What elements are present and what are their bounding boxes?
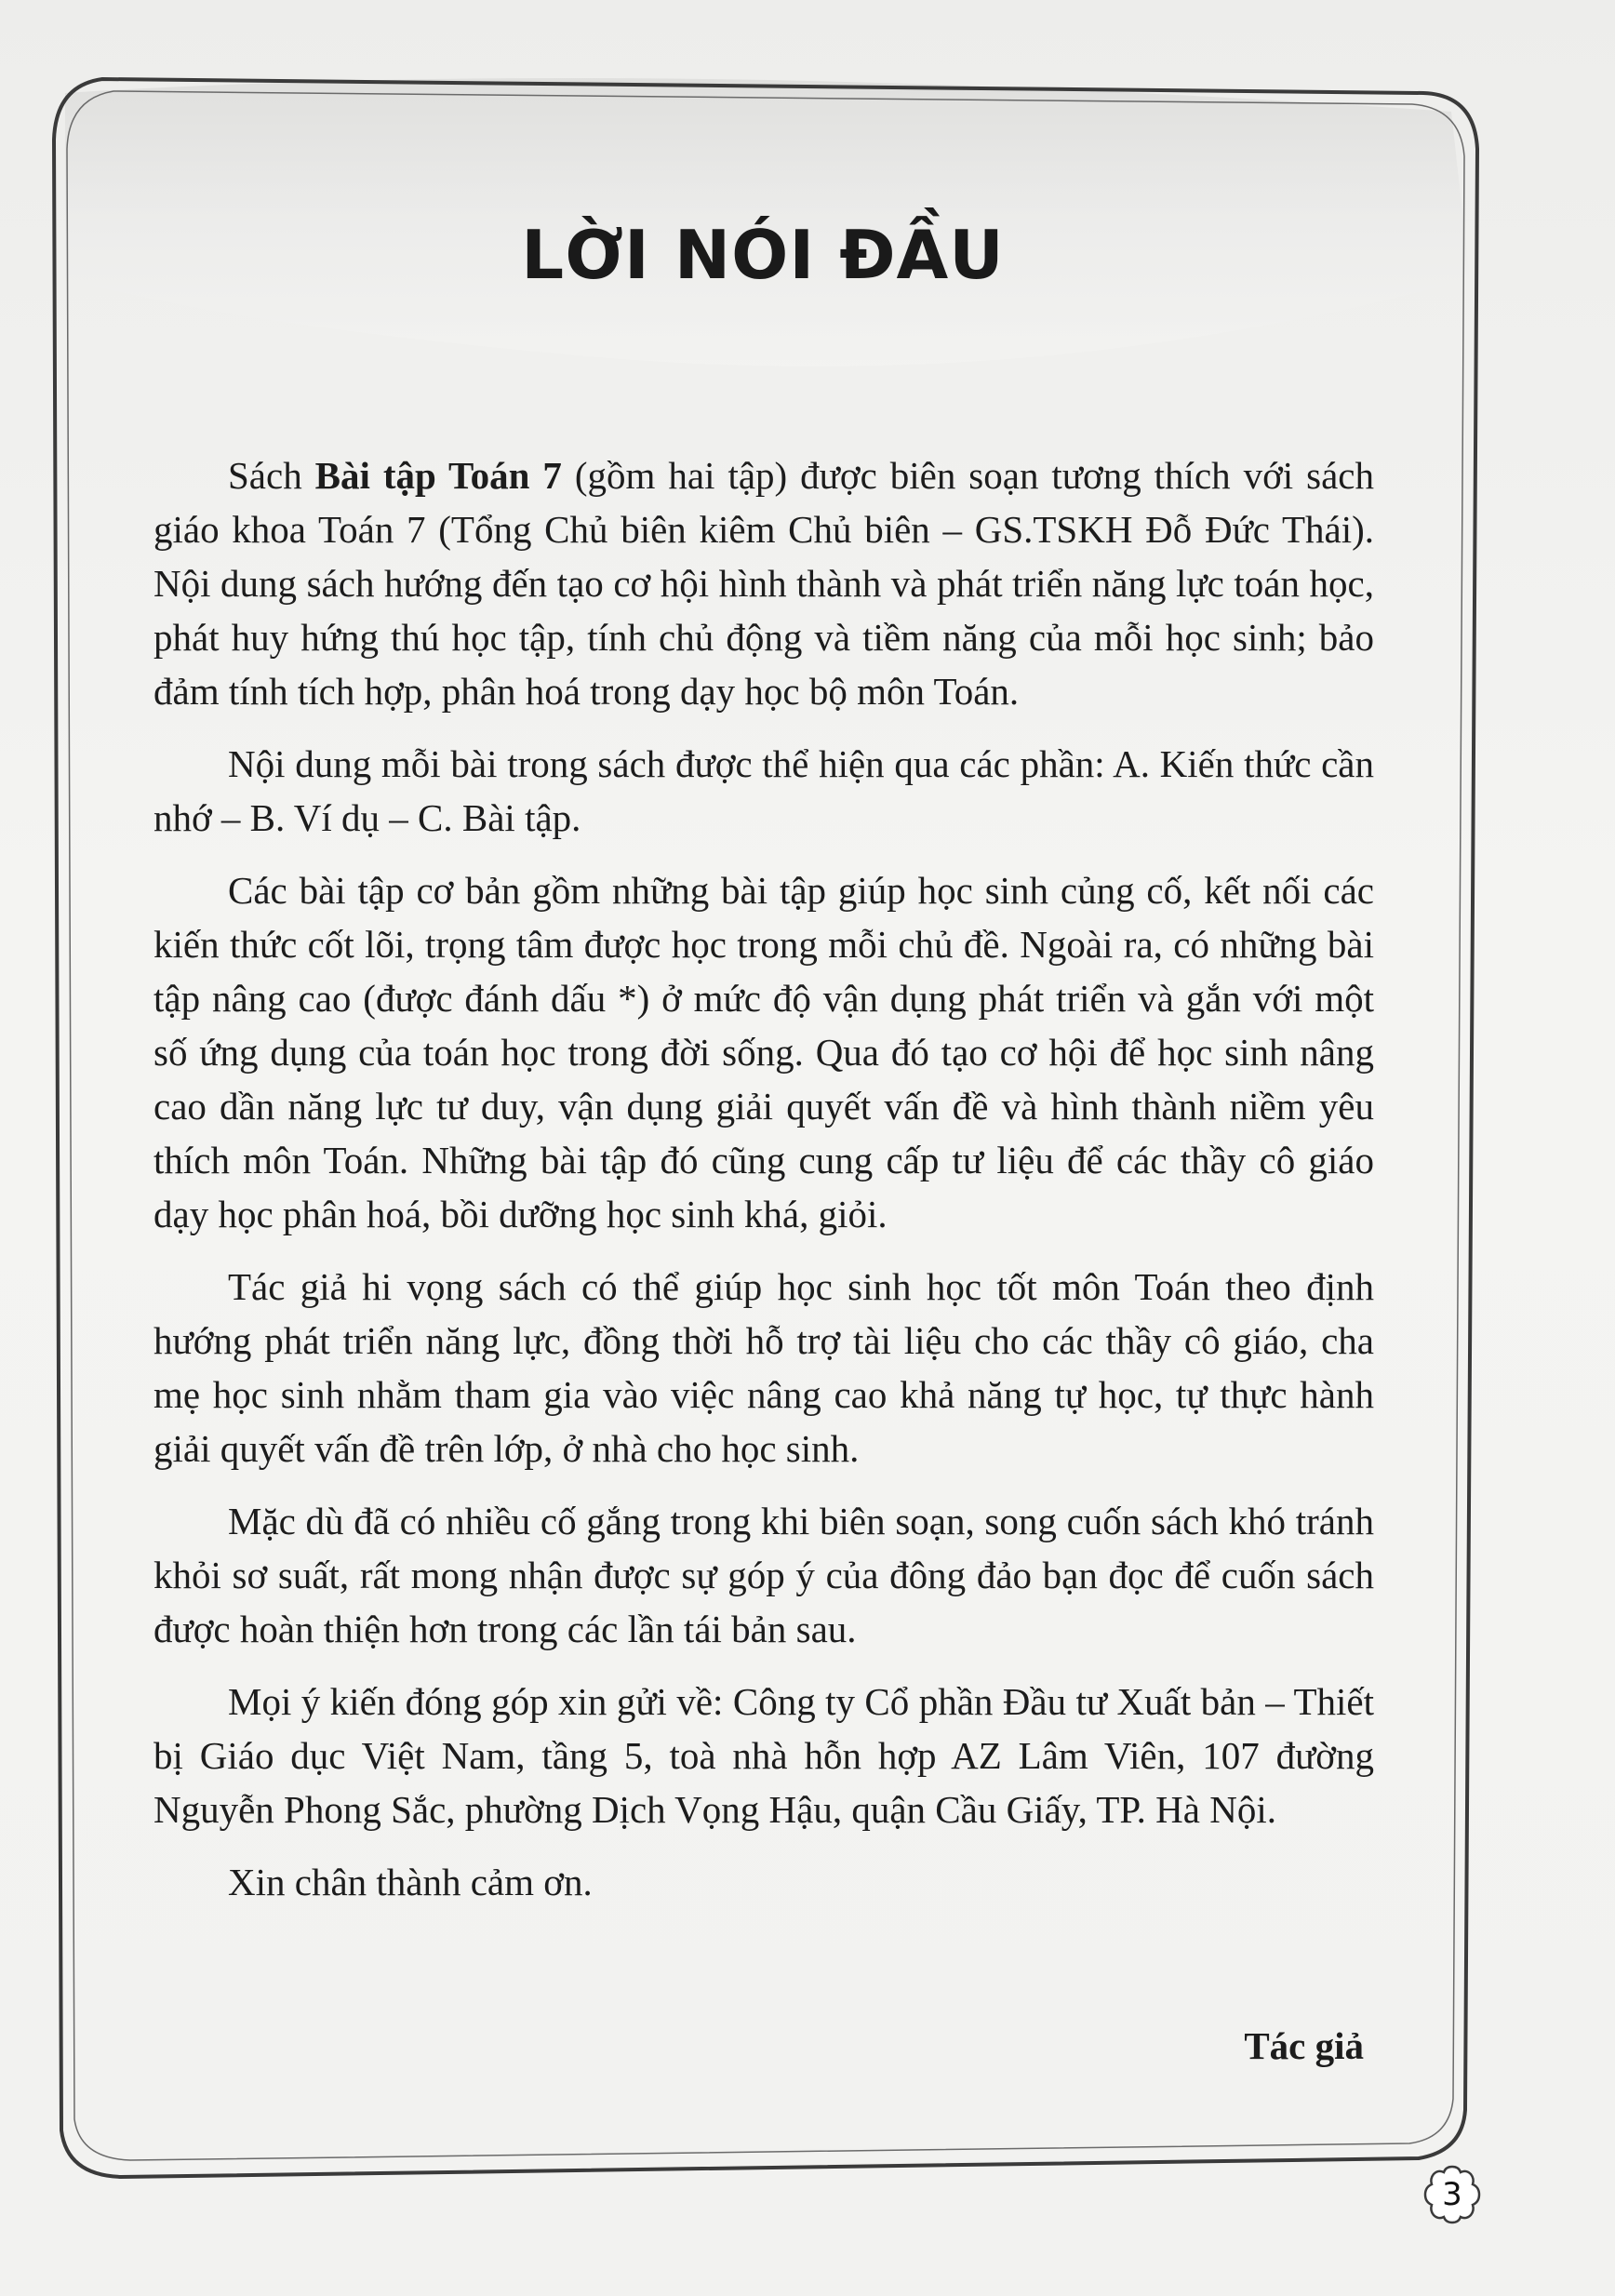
page-number-badge — [1421, 2164, 1483, 2225]
paragraph-intro — [153, 448, 1374, 718]
intro-lead: Sách — [228, 454, 315, 497]
paragraph-feedback: Mặc dù đã có nhiều cố gắng trong khi biên soạn, song cuốn sách khó tránh khỏi sơ suất, rất mong nhận được sự góp ý của đông đảo bạn đọc để cuốn sách được hoàn thiện hơn trong các lần tái bản sau. — [153, 1500, 1374, 1650]
paragraph-hope: Tác giả hi vọng sách có thể giúp học sinh học tốt môn Toán theo định hướng phát triển năng lực, đồng thời hỗ trợ tài liệu cho các thầy cô giáo, cha mẹ học sinh nhằm tham gia vào việc nâng cao khả năng tự học, tự thực hành giải quyết vấn đề trên lớp, ở nhà cho học sinh. — [153, 1265, 1374, 1470]
page-number: 3 — [1442, 2176, 1462, 2213]
paragraph-structure: Nội dung mỗi bài trong sách được thể hiện qua các phần: A. Kiến thức cần nhớ – B. Ví dụ – C. Bài tập. — [153, 742, 1374, 839]
preface-body — [153, 448, 1374, 1928]
page-title: LỜI NÓI ĐẦU — [521, 216, 1005, 294]
paragraph-thanks: Xin chân thành cảm ơn. — [228, 1861, 593, 1903]
paragraph-contact: Mọi ý kiến đóng góp xin gửi về: Công ty Cổ phần Đầu tư Xuất bản – Thiết bị Giáo dục Việt Nam, tầng 5, toà nhà hỗn hợp AZ Lâm Viên, 107 đường Nguyễn Phong Sắc, phường Dịch Vọng Hậu, quận Cầu Giấy, TP. Hà Nội. — [153, 1680, 1374, 1831]
intro-rest: (gồm hai tập) được biên soạn tương thích với sách giáo khoa Toán 7 (Tổng Chủ biên kiêm Chủ biên – GS.TSKH Đỗ Đức Thái). Nội dung sách hướng đến tạo cơ hội hình thành và phát triển năng lực toán học, phát huy hứng thú học tập, tính chủ động và tiềm năng của mỗi học sinh; bảo đảm tính tích hợp, phân hoá trong dạy học bộ môn Toán. — [153, 454, 1375, 713]
paragraph-exercises: Các bài tập cơ bản gồm những bài tập giúp học sinh củng cố, kết nối các kiến thức cốt lõi, trọng tâm được học trong mỗi chủ đề. Ngoài ra, có những bài tập nâng cao (được đánh dấu *) ở mức độ vận dụng phát triển và gắn với một số ứng dụng của toán học trong đời sống. Qua đó tạo cơ hội để học sinh nâng cao dần năng lực tư duy, vận dụng giải quyết vấn đề và hình thành niềm yêu thích môn Toán. Những bài tập đó cũng cung cấp tư liệu để các thầy cô giáo dạy học phân hoá, bồi dưỡng học sinh khá, giỏi. — [153, 869, 1374, 1235]
book-title-bold: Bài tập Toán 7 — [314, 454, 562, 497]
author-signature: Tác giả — [1244, 2024, 1364, 2067]
